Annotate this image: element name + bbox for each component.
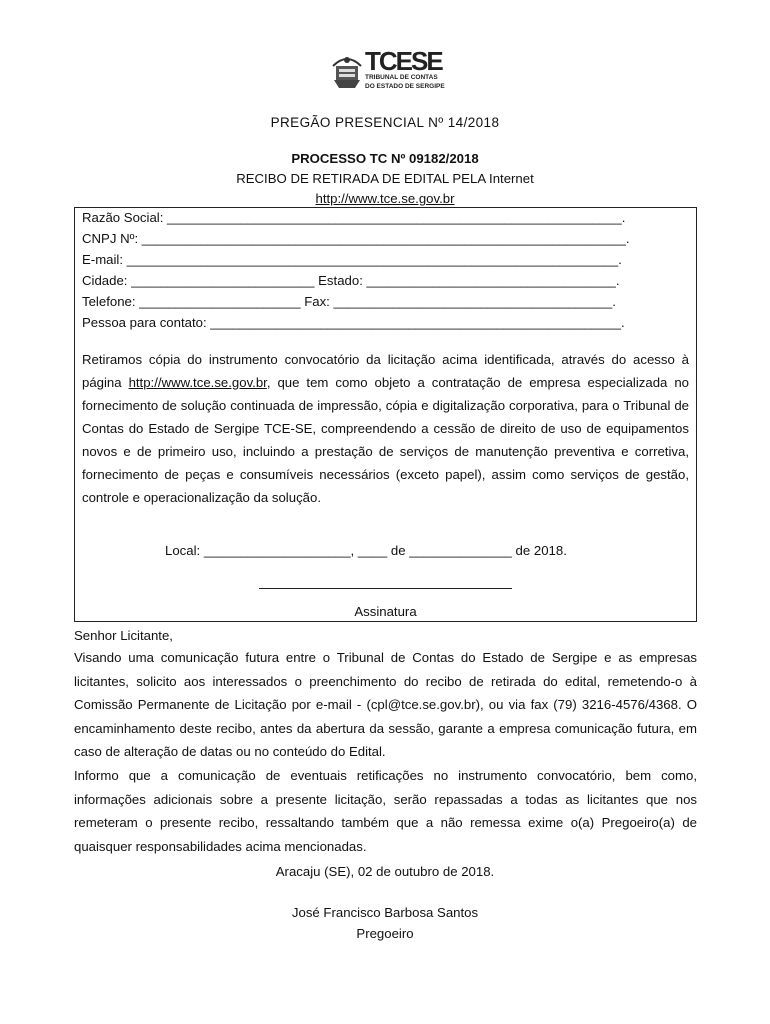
pregao-title: PREGÃO PRESENCIAL Nº 14/2018 <box>270 115 500 130</box>
website-link[interactable]: http://www.tce.se.gov.br <box>315 191 455 206</box>
local-date-field[interactable]: Local: ____________________, ____ de ______________ de 2018. <box>165 543 567 558</box>
processo-title: PROCESSO TC Nº 09182/2018 <box>291 151 479 166</box>
receipt-link[interactable]: http://www.tce.se.gov.br <box>128 375 267 390</box>
logo-title: TCESE <box>365 46 442 76</box>
email-field[interactable]: E-mail: ___________________________________________________________________. <box>82 252 622 267</box>
body-paragraph-2: Informo que a comunicação de eventuais retificações no instrumento convocatório, bem como, informações adicionais sobre a presente licitação, serão repassadas a todas as licitantes que nos remeteram o presente recibo, ressaltando também que a não remessa exime o(a) Pregoeiro(a) de quaisquer responsabilidades acima mencionadas. <box>74 768 697 854</box>
signer-role: Pregoeiro <box>356 926 414 941</box>
logo-subtitle-2: DO ESTADO DE SERGIPE <box>365 83 445 90</box>
date-line: Aracaju (SE), 02 de outubro de 2018. <box>275 864 495 879</box>
recibo-title: RECIBO DE RETIRADA DE EDITAL PELA Internet <box>236 171 534 186</box>
receipt-text-post: , que tem como objeto a contratação de empresa especializada no fornecimento de solução continuada de impressão, cópia e digitalização corporativa, para o Tribunal de Contas do Estado de Sergipe TCE-SE, compreendendo a cessão de direito de uso de equipamentos novos e de primeiro uso, incluindo a prestação de serviços de manutenção preventiva e corretiva, fornecimento de peças e consumíveis necessários (exceto papel), assim como serviços de gestão, controle e operacionalização da solução. <box>82 375 689 505</box>
seal-icon <box>330 50 364 92</box>
greeting: Senhor Licitante, <box>74 628 173 643</box>
logo-text <box>365 46 445 90</box>
signer-name: José Francisco Barbosa Santos <box>291 905 479 920</box>
receipt-text-pre: Retiramos cópia do instrumento convocatório da licitação acima identificada, através do acesso à página <box>82 352 689 390</box>
cidade-estado-field[interactable]: Cidade: _________________________ Estado: __________________________________. <box>82 273 620 288</box>
signature-line <box>259 588 512 589</box>
receipt-form-box <box>74 207 697 622</box>
receipt-paragraph <box>82 348 689 509</box>
telefone-fax-field[interactable]: Telefone: ______________________ Fax: ______________________________________. <box>82 294 616 309</box>
body-paragraph-1: Visando uma comunicação futura entre o Tribunal de Contas do Estado de Sergipe e as empresas licitantes, solicito aos interessados o preenchimento do recibo de retirada do edital, remetendo-o à Comissão Permanente de Licitação por e-mail - (cpl@tce.se.gov.br), ou via fax (79) 3216-4576/4368. O encaminhamento deste recibo, antes da abertura da sessão, garante a empresa comunicação futura, em caso de alteração de datas ou no conteúdo do Edital. <box>74 650 697 759</box>
signature-label: Assinatura <box>354 604 417 619</box>
contato-field[interactable]: Pessoa para contato: ________________________________________________________. <box>82 315 625 330</box>
razao-social-field[interactable]: Razão Social: ______________________________________________________________. <box>82 210 626 225</box>
logo-subtitle-1: TRIBUNAL DE CONTAS <box>365 74 438 81</box>
cnpj-field[interactable]: CNPJ Nº: __________________________________________________________________. <box>82 231 630 246</box>
